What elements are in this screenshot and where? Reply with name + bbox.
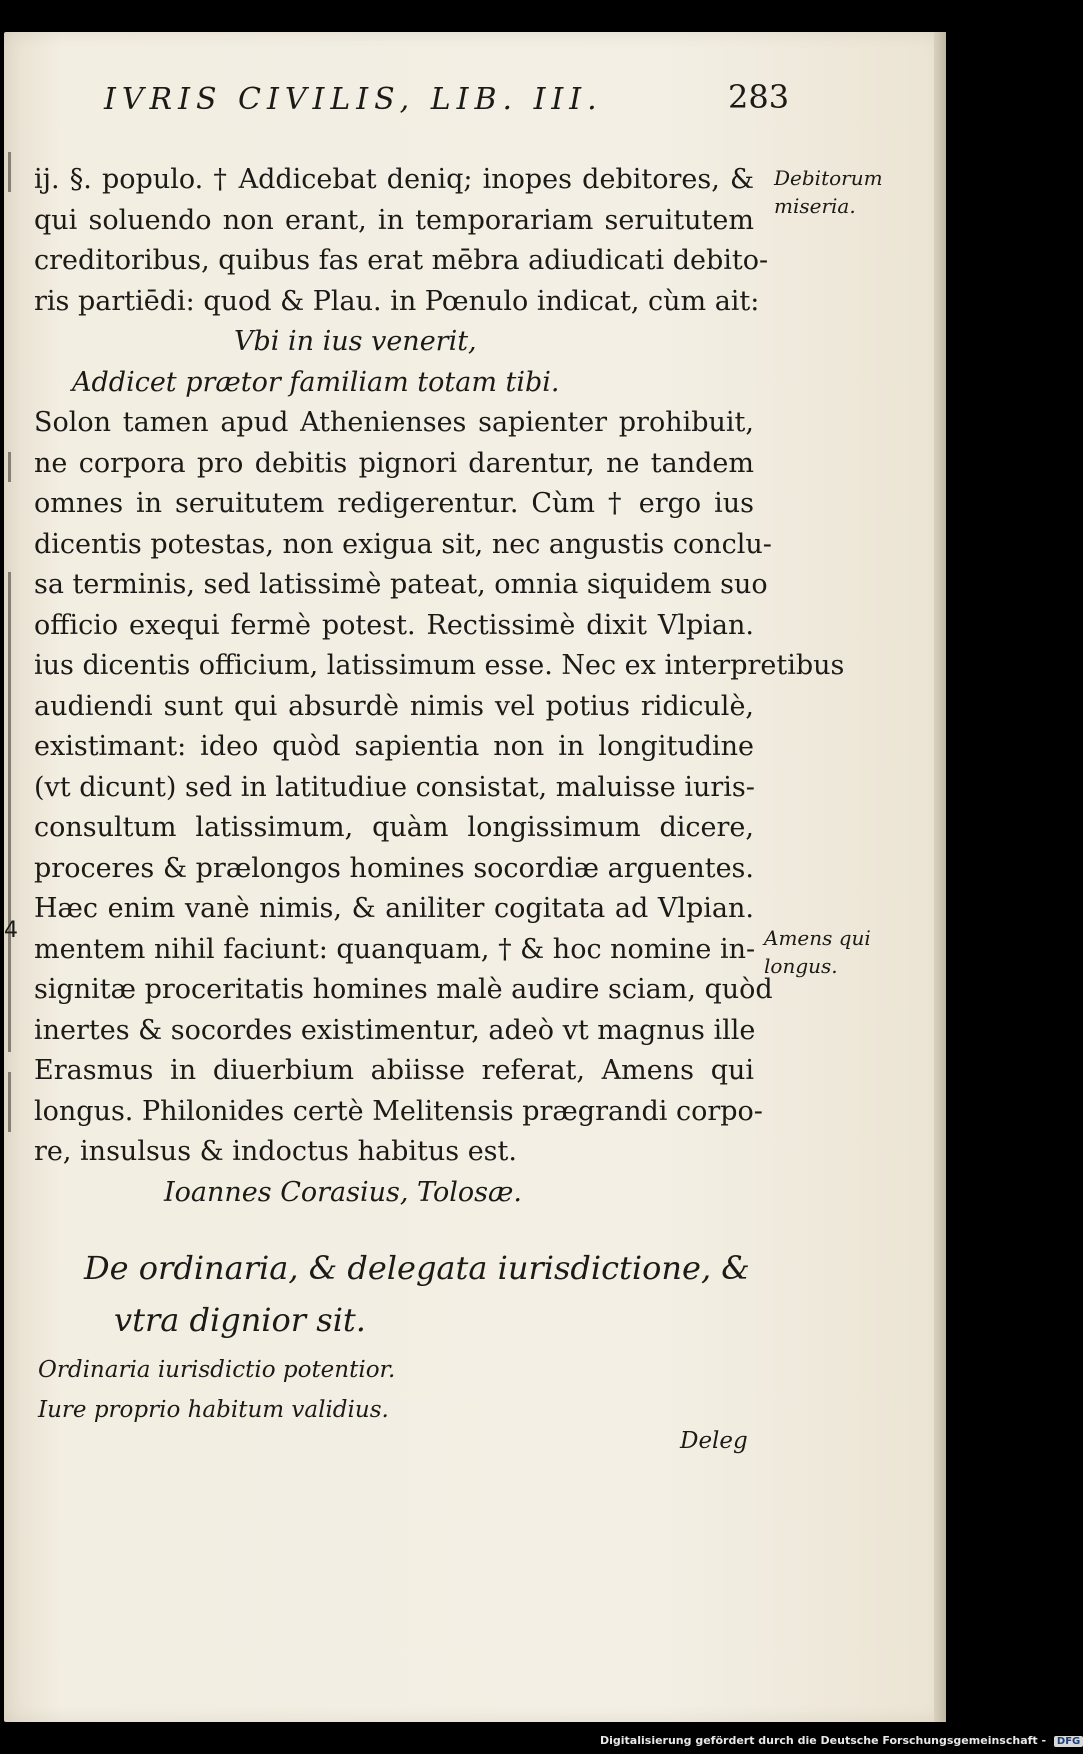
text-line: re, insulsus & indoctus habitus est. [34,1136,517,1167]
book-page [4,32,944,1722]
gutter-mark [8,452,11,482]
text-line: signitæ proceritatis homines malè audire sciam, quòd [34,974,773,1005]
text-line: audiendi sunt qui absurdè nimis vel potius ridiculè, [34,690,754,722]
text-line: consultum latissimum, quàm longissimum dicere, [34,812,754,843]
page-number: 283 [728,78,790,116]
catchword: Deleg [680,1428,748,1454]
page-edge [934,32,946,1722]
credit-text: Digitalisierung gefördert durch die Deutsche Forschungsgemeinschaft - [600,1734,1047,1747]
text-line: ne corpora pro debitis pignori darentur, ne tandem [34,447,754,479]
margin-numeral: 4 [4,918,18,943]
section-title-line: vtra dignior sit. [114,1301,366,1339]
text-line: creditoribus, quibus fas erat mēbra adiudicati debito- [34,245,769,276]
marginal-note-line: Debitorum [774,166,883,190]
marginal-note-line: miseria. [774,194,856,218]
subheading: Iure proprio habitum validius. [38,1397,389,1423]
text-line: ius dicentis officium, latissimum esse. Nec ex interpretibus [34,650,845,681]
marginal-note-line: Amens qui [764,926,871,950]
marginal-note [774,164,883,220]
text-line: mentem nihil faciunt: quanquam, † & hoc nomine in- [34,933,756,965]
gutter-mark [8,1072,11,1132]
text-line: ij. §. populo. † Addicebat deniq; inopes debitores, & [34,164,754,195]
marginal-note-line: longus. [764,954,838,978]
verse-line: Vbi in ius venerit, [234,326,477,357]
text-line: Solon tamen apud Athenienses sapienter prohibuit, [34,407,754,438]
text-line: inertes & socordes existimentur, adeò vt magnus ille [34,1014,756,1046]
text-line: (vt dicunt) sed in latitudiue consistat, maluisse iuris- [34,771,755,803]
text-line: officio exequi fermè potest. Rectissimè dixit Vlpian. [34,609,754,641]
text-line: longus. Philonides certè Melitensis prægrandi corpo- [34,1095,763,1127]
subheadings [38,1350,395,1430]
digitization-credit [600,1734,1083,1747]
text-line: existimant: ideo quòd sapientia non in longitudine [34,731,754,762]
section-title-line: De ordinaria, & delegata iurisdictione, & [84,1249,750,1287]
text-line: proceres & prælongos homines socordiæ arguentes. [34,852,754,884]
text-line: ris partiēdi: quod & Plau. in Pœnulo indicat, cùm ait: [34,285,760,317]
text-line: Hæc enim vanè nimis, & aniliter cogitata ad Vlpian. [34,893,754,924]
gutter-mark [8,572,11,1052]
dfg-logo: DFG [1054,1736,1083,1747]
text-line: sa terminis, sed latissimè pateat, omnia siquidem suo [34,569,768,600]
text-line: qui soluendo non erant, in temporariam seruitutem [34,204,754,236]
author-signature: Ioannes Corasius, Tolosæ. [164,1176,522,1208]
text-line: dicentis potestas, non exigua sit, nec angustis conclu- [34,528,772,560]
verse-line: Addicet prætor familiam totam tibi. [72,366,560,398]
gutter-mark [8,152,11,192]
text-line: omnes in seruitutem redigerentur. Cùm † ergo ius [34,488,754,519]
section-title [84,1242,764,1346]
text-line: Erasmus in diuerbium abiisse referat, Amens qui [34,1055,754,1086]
marginal-note [764,924,871,980]
subheading: Ordinaria iurisdictio potentior. [38,1357,396,1383]
running-title: IVRIS CIVILIS, LIB. III. [104,82,603,117]
